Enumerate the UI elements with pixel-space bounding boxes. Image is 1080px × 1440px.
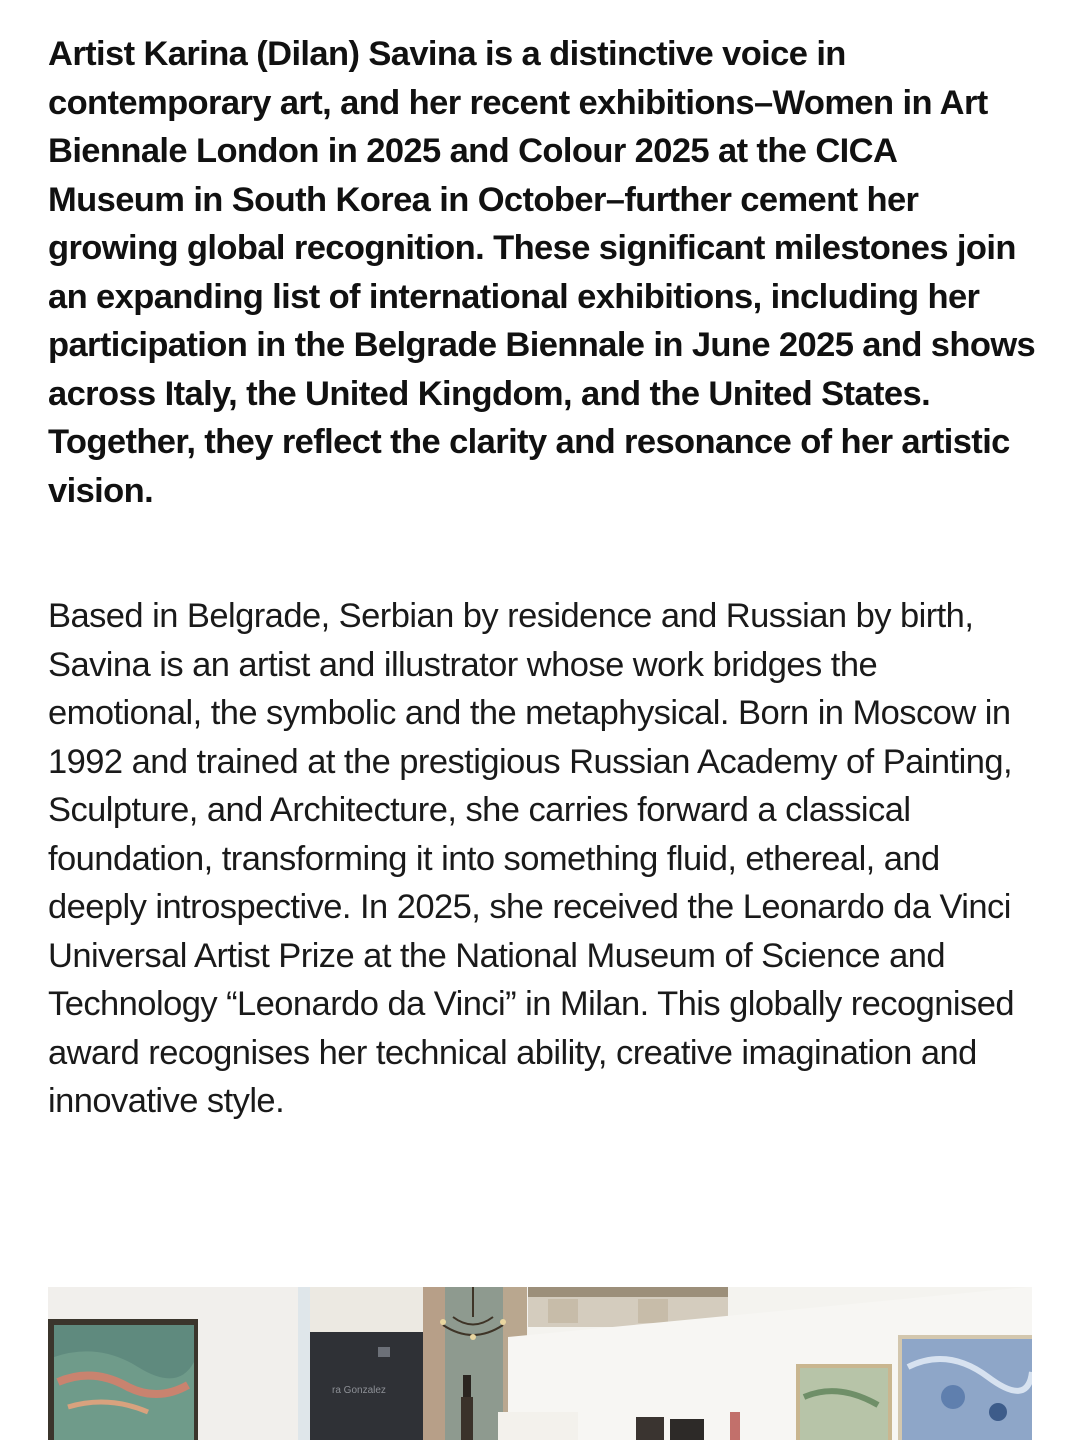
screen-caption: ra Gonzalez — [332, 1385, 386, 1396]
article — [48, 30, 1038, 1126]
exhibition-photo — [48, 1287, 1032, 1440]
lead-paragraph: Artist Karina (Dilan) Savina is a distinctive voice in contemporary art, and her recent exhibitions–Women in Art Biennale London in 2025 and Colour 2025 at the CICA Museum in South Korea in October–further cement her growing global recognition. These significant milestones join an expanding list of international exhibitions, including her participation in the Belgrade Biennale in June 2025 and shows across Italy, the United Kingdom, and the United States. Together, they reflect the clarity and resonance of her artistic vision. — [48, 35, 1036, 510]
body-paragraph: Based in Belgrade, Serbian by residence and Russian by birth, Savina is an artist and illustrator whose work bridges the emotional, the symbolic and the metaphysical. Born in Moscow in 1992 and trained at the prestigious Russian Academy of Painting, Sculpture, and Architecture, she carries forward a classical foundation, transforming it into something fluid, ethereal, and deeply introspective. In 2025, she received the Leonardo da Vinci Universal Artist Prize at the National Museum of Science and Technology “Leonardo da Vinci” in Milan. This globally recognised award recognises her technical ability, creative imagination and innovative style. — [48, 597, 1014, 1120]
small-artwork-2 — [670, 1419, 704, 1440]
small-artwork-1 — [636, 1417, 664, 1440]
